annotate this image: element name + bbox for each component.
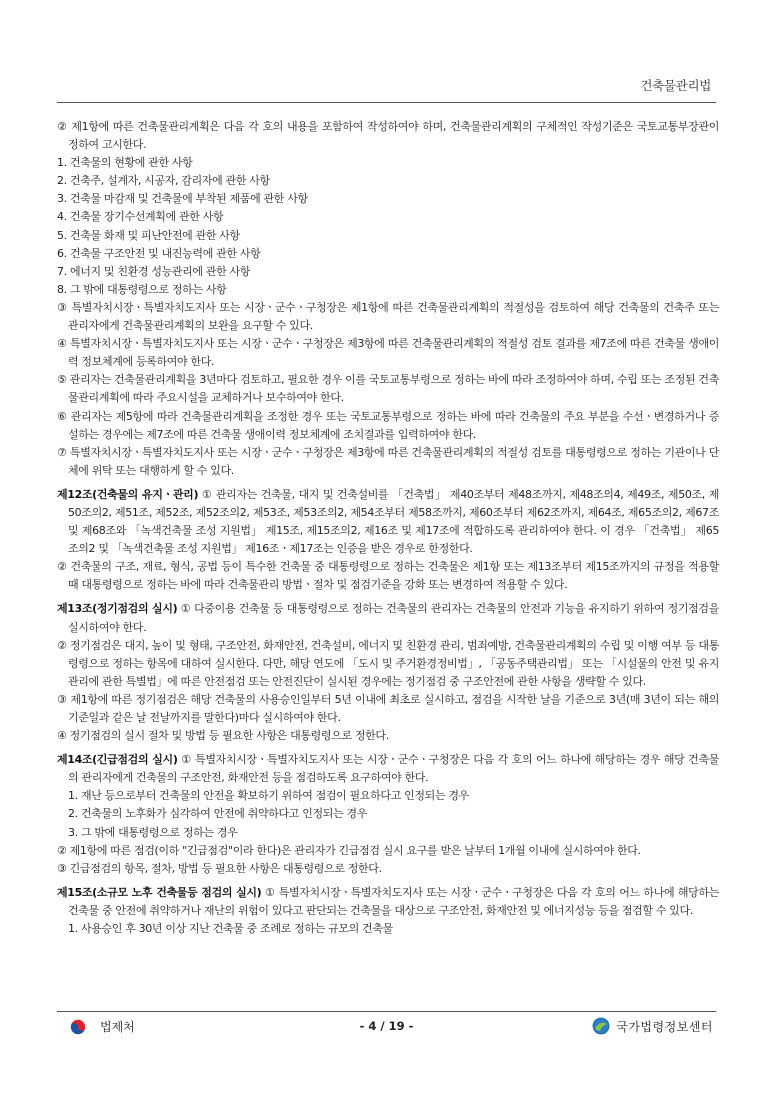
- list-item: 1. 재난 등으로부터 건축물의 안전을 확보하기 위하여 점검이 필요하다고 인정되는 경우: [68, 789, 469, 803]
- article-title: 제14조(긴급점검의 실시): [57, 753, 178, 767]
- list-item: 6. 건축물 구조안전 및 내진능력에 관한 사항: [57, 246, 261, 260]
- article-paragraph: ③ 긴급점검의 항목, 절차, 방법 등 필요한 사항은 대통령령으로 정한다.: [57, 861, 382, 875]
- paragraph-2: ② 제1항에 따른 건축물관리계획은 다음 각 호의 내용을 포함하여 작성하여야 하며, 건축물관리계획의 구체적인 작성기준은 국토교통부장관이 정하여 고시한다.: [57, 120, 719, 152]
- list-item: 3. 그 밖에 대통령령으로 정하는 경우: [68, 825, 238, 839]
- article-title: 제15조(소규모 노후 건축물등 점검의 실시): [57, 885, 262, 899]
- list-item: 1. 건축물의 현황에 관한 사항: [57, 156, 193, 170]
- source-name: 국가법령정보센터: [616, 1019, 713, 1034]
- list-item: 3. 건축물 마감재 및 건축물에 부착된 제품에 관한 사항: [57, 192, 308, 206]
- article-12: [57, 486, 719, 595]
- document-body: [57, 118, 719, 938]
- article-14: [57, 751, 719, 878]
- article-heading: [57, 600, 719, 636]
- article-lead: ① 다중이용 건축물 등 대통령령으로 정하는 건축물의 관리자는 건축물의 안전과 기능을 유지하기 위하여 정기점검을 실시하여야 한다.: [68, 602, 719, 634]
- article-paragraph: ④ 정기점검의 실시 절차 및 방법 등 필요한 사항은 대통령령으로 정한다.: [57, 729, 389, 743]
- list-item: 2. 건축물의 노후화가 심각하여 안전에 취약하다고 인정되는 경우: [68, 807, 367, 821]
- paragraph-3: ③ 특별자치시장ㆍ특별자치도지사 또는 시장ㆍ군수ㆍ구청장은 제1항에 따른 건축물관리계획의 적절성을 검토하여 해당 건축물의 건축주 또는 관리자에게 건축물관리계획의 보완을 요구할 수 있다.: [57, 300, 719, 333]
- list-item: 5. 건축물 화재 및 피난안전에 관한 사항: [57, 228, 240, 242]
- article-heading: [57, 486, 719, 558]
- paragraph-6: ⑥ 관리자는 제5항에 따라 건축물관리계획을 조정한 경우 또는 국토교통부령으로 정하는 바에 따라 건축물의 주요 부분을 수선ㆍ변경하거나 증설하는 경우에는 제7조에 따른 건축물 생애이력 정보체계에 조치결과를 입력하여야 한다.: [57, 409, 719, 441]
- footer-source: [592, 1017, 713, 1035]
- list-item: 7. 에너지 및 친환경 성능관리에 관한 사항: [57, 264, 251, 278]
- publisher-name: 법제처: [100, 1020, 135, 1034]
- list-item: 8. 그 밖에 대통령령으로 정하는 사항: [57, 282, 227, 296]
- paragraph-5: ⑤ 관리자는 건축물관리계획을 3년마다 검토하고, 필요한 경우 이를 국토교통부령으로 정하는 바에 따라 조정하여야 하며, 수립 또는 조정된 건축물관리계획에 따라 주요시설을 교체하거나 보수하여야 한다.: [57, 373, 719, 405]
- footer-divider: [57, 1011, 716, 1012]
- list-item: 2. 건축주, 설계자, 시공자, 감리자에 관한 사항: [57, 174, 270, 188]
- article-lead: ① 특별자치시장ㆍ특별자치도지사 또는 시장ㆍ군수ㆍ구청장은 다음 각 호의 어느 하나에 해당하는 건축물 중 안전에 취약하거나 재난의 위험이 있다고 판단되는 건축물을 대상으로 구조안전, 화재안전 및 에너지성능 등을 점검할 수 있다.: [68, 885, 720, 917]
- article-heading: [57, 884, 719, 920]
- article-paragraph: ② 정기점검은 대지, 높이 및 형태, 구조안전, 화재안전, 건축설비, 에너지 및 친환경 관리, 범죄예방, 건축물관리계획의 수립 및 이행 여부 등 대통령령으로 정하는 항목에 대하여 실시한다. 다만, 해당 연도에 「도시 및 주거환경정비법」, 「공동주택관리법」 또는 「시설물의 안전 및 유지관리에 관한 특별법」에 따른 안전점검 또는 안전진단이 실시된 경우에는 정기점검 중 구조안전에 관한 사항을 생략할 수 있다.: [57, 638, 719, 688]
- article-lead: ① 관리자는 건축물, 대지 및 건축설비를 「건축법」 제40조부터 제48조까지, 제48조의4, 제49조, 제50조, 제50조의2, 제51조, 제52조, 제52조의2, 제53조, 제53조의2, 제54조부터 제58조까지, 제60조부터 제62조까지, 제64조, 제65조의2, 제67조 및 제68조와 「녹색건축물 조성 지원법」 제15조, 제15조의2, 제16조 및 제17조에 적합하도록 관리하여야 한다. 이 경우 「건축법」 제65조의2 및 「녹색건축물 조성 지원법」 제16조ㆍ제17조는 인증을 받은 경우로 한정한다.: [68, 487, 719, 556]
- document-title: 건축물관리법: [640, 78, 711, 93]
- article-heading: [57, 751, 719, 787]
- page-number: - 4 / 19 -: [359, 1019, 414, 1033]
- article-15: [57, 884, 719, 938]
- article-paragraph: ③ 제1항에 따른 정기점검은 해당 건축물의 사용승인일부터 5년 이내에 최초로 실시하고, 점검을 시작한 날을 기준으로 3년(매 3년이 되는 해의 기준일과 같은 날 전날까지를 말한다)마다 실시하여야 한다.: [57, 692, 719, 724]
- law-center-logo-icon: [592, 1017, 610, 1035]
- header-divider: [57, 102, 716, 103]
- list-item: 1. 사용승인 후 30년 이상 지난 건축물 중 조례로 정하는 규모의 건축물: [68, 922, 393, 936]
- article-13: [57, 600, 719, 745]
- article-paragraph: ② 제1항에 따른 점검(이하 "긴급점검"이라 한다)은 관리자가 긴급점검 실시 요구를 받은 날부터 1개월 이내에 실시하여야 한다.: [57, 843, 641, 857]
- list-item: 4. 건축물 장기수선계획에 관한 사항: [57, 210, 224, 224]
- paragraph-7: ⑦ 특별자치시장ㆍ특별자치도지사 또는 시장ㆍ군수ㆍ구청장은 제3항에 따른 건축물관리계획의 적절성 검토를 대통령령으로 정하는 기관이나 단체에 위탁 또는 대행하게 할 수 있다.: [57, 445, 719, 477]
- article-title: 제12조(건축물의 유지ㆍ관리): [57, 487, 199, 501]
- paragraph-4: ④ 특별자치시장ㆍ특별자치도지사 또는 시장ㆍ군수ㆍ구청장은 제3항에 따른 건축물관리계획의 적절성 검토 결과를 제7조에 따른 건축물 생애이력 정보체계에 등록하여야 한다.: [57, 337, 719, 369]
- article-title: 제13조(정기점검의 실시): [57, 602, 178, 616]
- article-lead: ① 특별자치시장ㆍ특별자치도지사 또는 시장ㆍ군수ㆍ구청장은 다음 각 호의 어느 하나에 해당하는 경우 해당 건축물의 관리자에게 건축물의 구조안전, 화재안전 등을 점검하도록 요구하여야 한다.: [68, 753, 719, 785]
- article-paragraph: ② 건축물의 구조, 재료, 형식, 공법 등이 특수한 건축물 중 대통령령으로 정하는 건축물은 제1항 또는 제13조부터 제15조까지의 규정을 적용할 때 대통령령으로 정하는 바에 따라 건축물관리 방법ㆍ절차 및 점검기준을 강화 또는 변경하여 적용할 수 있다.: [57, 560, 719, 592]
